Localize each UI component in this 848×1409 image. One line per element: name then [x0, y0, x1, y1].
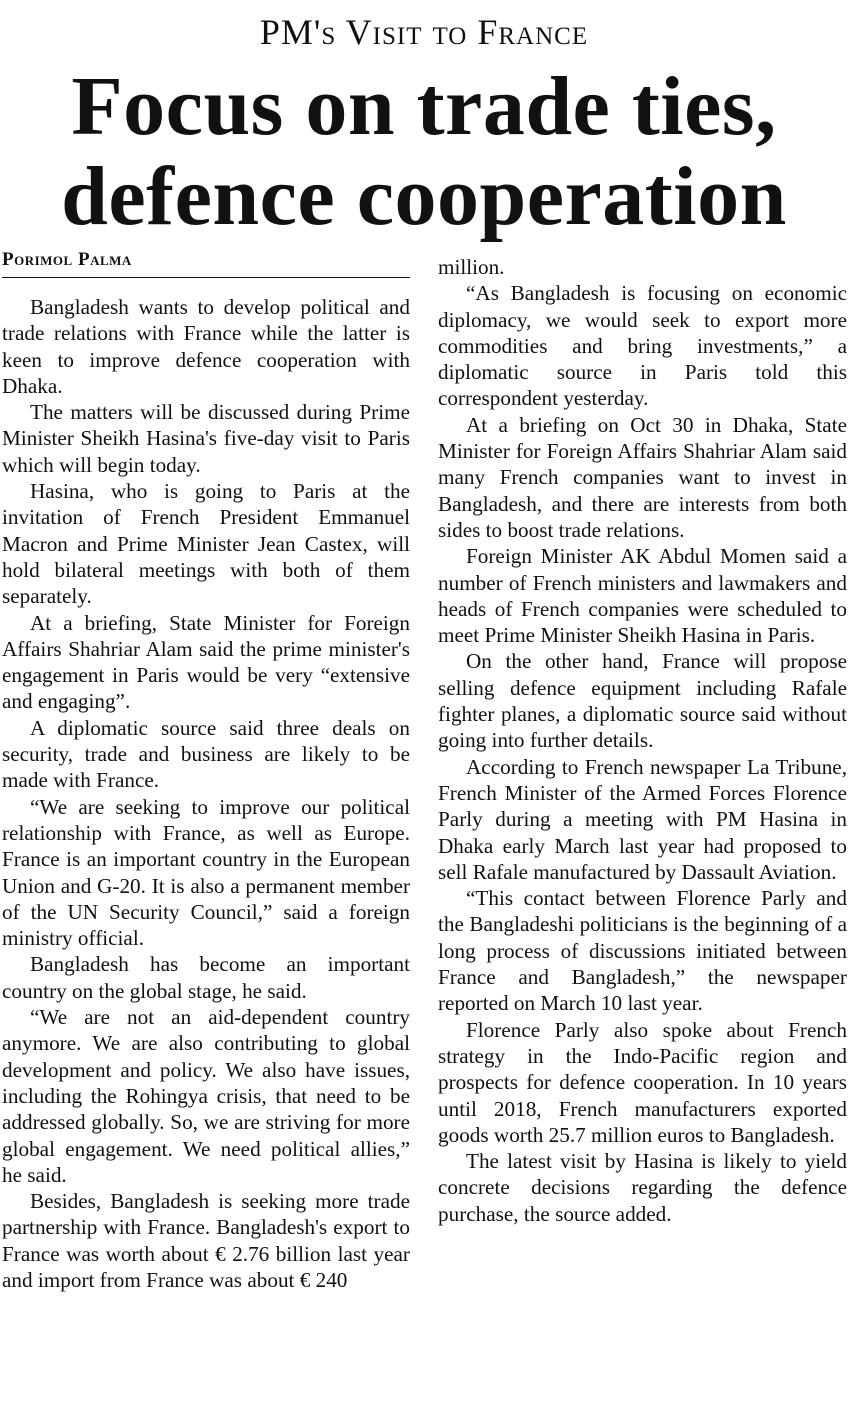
paragraph: The latest visit by Hasina is likely to yield concrete decisions regarding the defence purchase, the source added.	[438, 1149, 847, 1226]
article-column-left	[2, 294, 410, 1406]
paragraph: Florence Parly also spoke about French strategy in the Indo-Pacific region and prospects for defence cooperation. In 10 years until 2018, French manufacturers exported goods worth 25.7 million euros to Bangladesh.	[438, 1017, 847, 1147]
article-kicker: PM's Visit to France	[259, 12, 589, 52]
headline-line-1: Focus on trade ties,	[71, 60, 777, 153]
article-column-right	[438, 254, 847, 1406]
paragraph: Bangladesh has become an important country on the global stage, he said.	[2, 952, 410, 1003]
article-headline	[0, 62, 848, 242]
paragraph: On the other hand, France will propose selling defence equipment including Rafale fighter planes, a diplomatic source said without going into further details.	[438, 649, 847, 753]
paragraph: At a briefing, State Minister for Foreign Affairs Shahriar Alam said the prime minister's engagement in Paris would be very “extensive and engaging”.	[2, 610, 410, 714]
paragraph: Hasina, who is going to Paris at the invitation of French President Emmanuel Macron and Prime Minister Jean Castex, will hold bilateral meetings with both of them separately.	[2, 479, 410, 609]
article-byline: Porimol Palma	[2, 247, 410, 278]
paragraph: “As Bangladesh is focusing on economic diplomacy, we would seek to export more commodities and bring investments,” a diplomatic source in Paris told this correspondent yesterday.	[438, 281, 847, 411]
paragraph: A diplomatic source said three deals on security, trade and business are likely to be made with France.	[2, 715, 410, 793]
paragraph: Besides, Bangladesh is seeking more trade partnership with France. Bangladesh's export to France was worth about € 2.76 billion last year and import from France was about € 240	[2, 1189, 410, 1292]
paragraph: The matters will be discussed during Prime Minister Sheikh Hasina's five-day visit to Paris which will begin today.	[2, 400, 410, 477]
headline-line-2: defence cooperation	[61, 150, 787, 243]
paragraph: Foreign Minister AK Abdul Momen said a number of French ministers and lawmakers and heads of French companies were scheduled to meet Prime Minister Sheikh Hasina in Paris.	[438, 544, 847, 648]
paragraph-continuation: million.	[438, 255, 505, 279]
paragraph: “We are not an aid-dependent country anymore. We are also contributing to global development and policy. We also have issues, including the Rohingya crisis, that need to be addressed globally. So, we are striving for more global engagement. We need political allies,” he said.	[2, 1005, 410, 1187]
paragraph: According to French newspaper La Tribune, French Minister of the Armed Forces Florence Parly during a meeting with PM Hasina in Dhaka early March last year had proposed to sell Rafale manufactured by Dassault Aviation.	[438, 754, 847, 884]
paragraph: At a briefing on Oct 30 in Dhaka, State Minister for Foreign Affairs Shahriar Alam said many French companies want to invest in Bangladesh, and there are interests from both sides to boost trade relations.	[438, 412, 847, 542]
paragraph: “This contact between Florence Parly and the Bangladeshi politicians is the beginning of a long process of discussions initiated between France and Bangladesh,” the newspaper reported on March 10 last year.	[438, 886, 847, 1016]
paragraph: “We are seeking to improve our political relationship with France, as well as Europe. France is an important country in the European Union and G-20. It is also a permanent member of the UN Security Council,” said a foreign ministry official.	[2, 794, 410, 951]
paragraph: Bangladesh wants to develop political and trade relations with France while the latter is keen to improve defence cooperation with Dhaka.	[2, 295, 410, 398]
